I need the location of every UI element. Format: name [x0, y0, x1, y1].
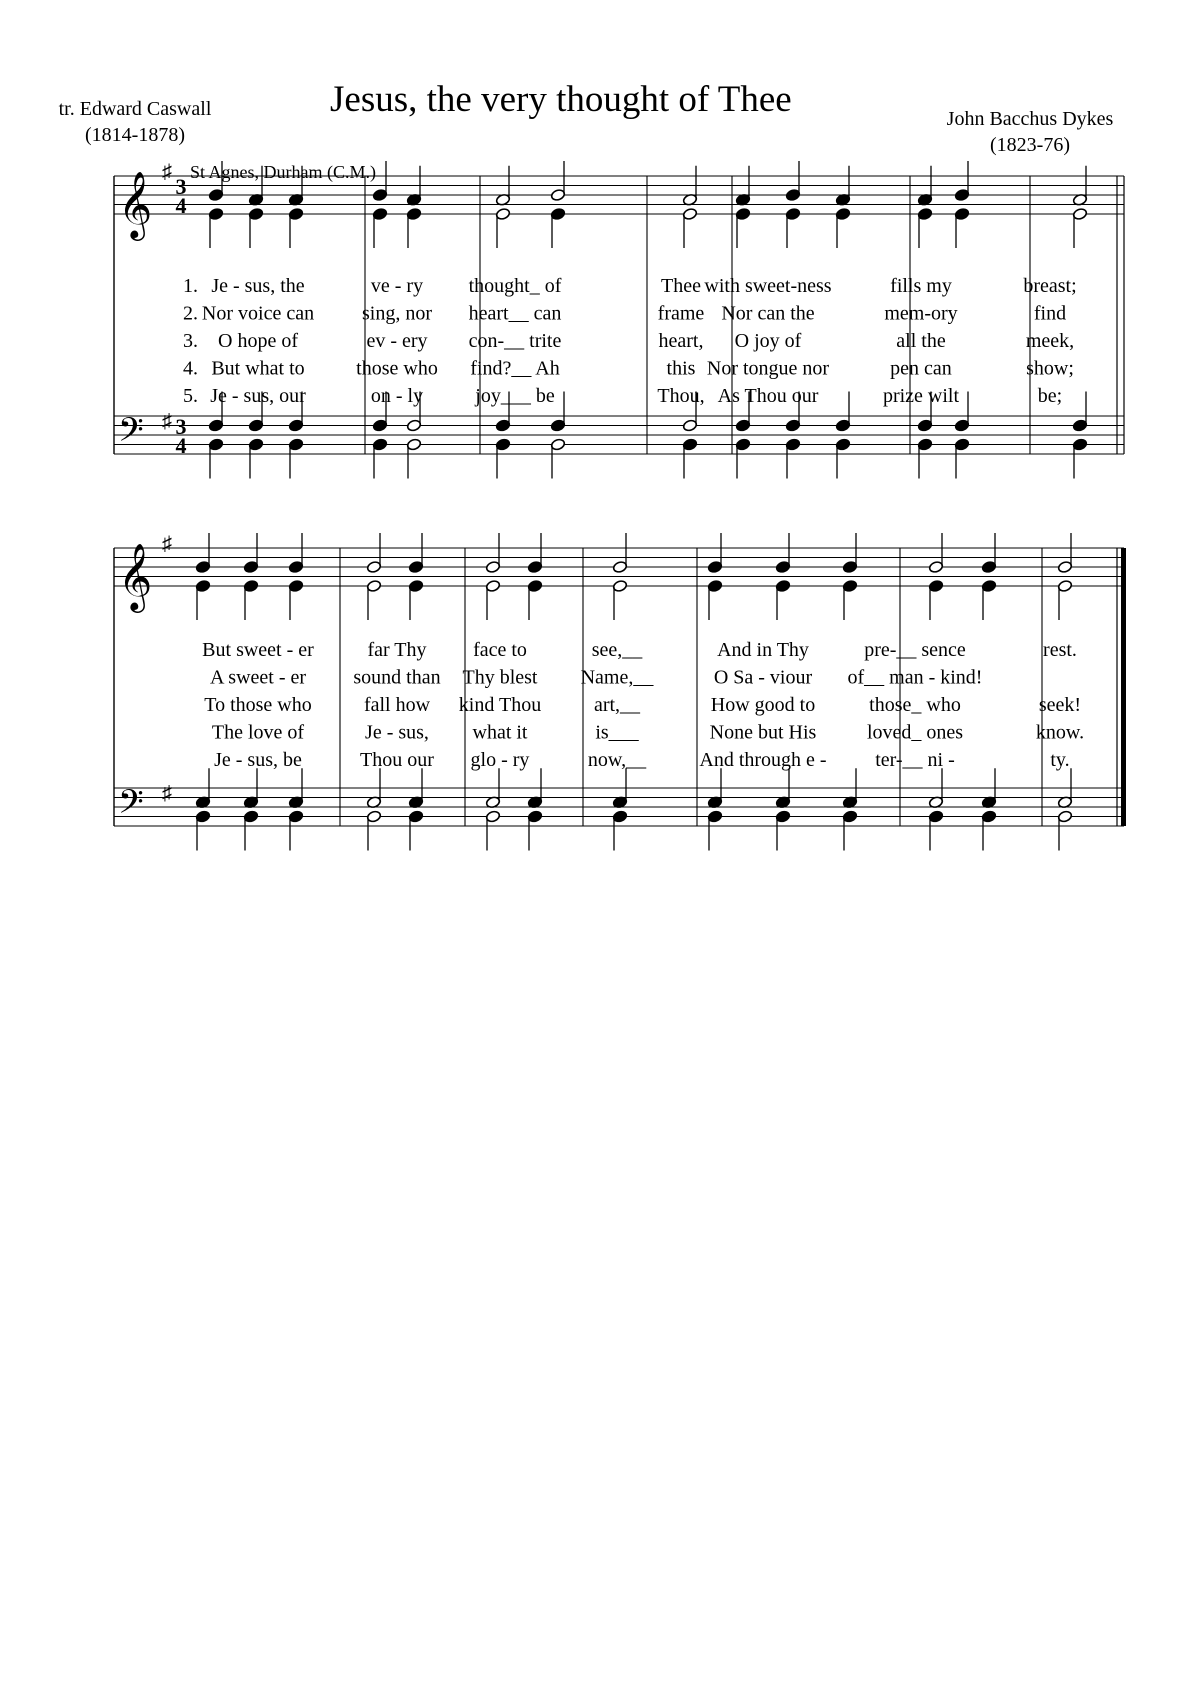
lyric-syllable: Nor voice can	[201, 302, 315, 325]
lyric-syllable: heart,	[658, 330, 704, 352]
lyric-syllable: this	[666, 357, 696, 380]
lyric-syllable: heart__ can	[468, 302, 562, 325]
lyric-syllable: sing, nor	[362, 302, 432, 325]
lyric-syllable: Thou our	[360, 749, 434, 771]
lyric-syllable: all the	[896, 330, 946, 352]
lyric-syllable: meek,	[1025, 330, 1075, 352]
lyric-syllable: O hope of	[218, 330, 298, 352]
bass-1-bass-clef-icon: 𝄢	[118, 411, 144, 457]
lyric-syllable: Je - sus, be	[214, 749, 302, 771]
lyric-syllable: seek!	[1038, 694, 1082, 716]
lyric-syllable: is___	[595, 721, 639, 744]
treble-1-treble-clef-icon: 𝄞	[118, 172, 153, 237]
lyric-syllable: Thy blest	[462, 666, 538, 689]
lyric-syllable: As Thou our	[717, 385, 819, 407]
lyric-syllable: O joy of	[734, 330, 802, 352]
lyric-syllable: 2.	[183, 302, 198, 325]
lyric-syllable: loved_ ones	[866, 721, 964, 744]
author-name: tr. Edward Caswall	[58, 98, 212, 120]
lyric-syllable: show;	[1026, 357, 1074, 380]
bass-1-time-den: 4	[175, 433, 187, 458]
lyric-syllable: Nor can the	[721, 302, 815, 325]
lyric-syllable: Name,__	[580, 666, 654, 689]
lyric-syllable: To those who	[204, 694, 312, 716]
lyric-syllable: But what to	[211, 357, 305, 380]
lyric-syllable: Nor tongue nor	[706, 357, 830, 380]
lyric-syllable: rest.	[1043, 639, 1077, 661]
lyric-syllable: None but His	[709, 721, 817, 744]
lyric-syllable: But sweet - er	[202, 639, 314, 661]
treble-1-time-den: 4	[175, 193, 187, 218]
lyric-syllable: with sweet-ness	[704, 275, 832, 297]
bass-1-key-sharp-icon: ♯	[162, 410, 172, 433]
lyric-syllable: frame	[657, 302, 705, 325]
treble-2-treble-clef-icon: 𝄞	[118, 544, 153, 609]
system-2-final-barline	[1121, 548, 1126, 826]
lyric-syllable: face to	[473, 639, 527, 661]
lyric-syllable: those who	[356, 357, 438, 380]
lyric-syllable: art,__	[593, 694, 641, 716]
lyric-syllable: fills my	[890, 275, 952, 297]
hymn-title: Jesus, the very thought of Thee	[330, 79, 792, 120]
tune-name: St Agnes, Durham (C.M.)	[190, 162, 376, 182]
lyric-syllable: far Thy	[367, 639, 427, 661]
lyric-syllable: breast;	[1023, 275, 1077, 297]
lyric-syllable: Je - sus, the	[211, 275, 305, 297]
bass-2-bass-clef-icon: 𝄢	[118, 783, 144, 829]
composer-dates: (1823-76)	[990, 134, 1070, 156]
composer-name: John Bacchus Dykes	[946, 108, 1114, 130]
lyric-syllable: sound than	[353, 666, 441, 689]
lyric-syllable: ev - ery	[366, 330, 428, 352]
lyric-syllable: on - ly	[370, 385, 424, 407]
lyric-syllable: ve - ry	[370, 275, 424, 297]
lyric-syllable: con-__ trite	[468, 330, 562, 352]
lyric-syllable: kind Thou	[458, 694, 542, 716]
lyric-syllable: see,__	[591, 639, 643, 661]
bass-1-time-num: 3	[175, 414, 187, 439]
lyric-syllable: ter-__ ni -	[875, 749, 955, 771]
lyric-syllable: The love of	[211, 721, 305, 744]
bass-2-key-sharp-icon: ♯	[162, 782, 172, 805]
lyric-syllable: Je - sus, our	[210, 385, 306, 407]
lyric-syllable: mem-ory	[884, 302, 958, 325]
lyric-syllable: those_ who	[869, 694, 961, 716]
lyric-syllable: what it	[472, 721, 528, 744]
lyric-syllable: ty.	[1050, 749, 1070, 771]
lyric-syllable: And in Thy	[717, 639, 809, 661]
lyric-syllable: 3.	[183, 330, 198, 352]
treble-2-key-sharp-icon: ♯	[162, 533, 172, 555]
lyric-syllable: And through e -	[699, 749, 827, 771]
lyric-syllable: Thee	[661, 275, 701, 297]
lyric-syllable: 5.	[183, 385, 198, 407]
treble-1-key-sharp-icon: ♯	[162, 161, 172, 183]
lyric-syllable: Thou,	[657, 385, 705, 407]
lyric-syllable: O Sa - viour	[713, 666, 813, 689]
lyric-syllable: fall how	[363, 694, 431, 716]
lyric-syllable: of__ man - kind!	[847, 666, 983, 689]
lyric-syllable: pen can	[890, 357, 952, 380]
treble-1-time-num: 3	[175, 174, 187, 199]
lyric-syllable: find?__ Ah	[470, 357, 560, 380]
lyric-syllable: 1.	[183, 275, 198, 297]
lyric-syllable: know.	[1035, 721, 1085, 744]
lyric-syllable: A sweet - er	[209, 666, 307, 689]
lyric-syllable: How good to	[710, 694, 816, 716]
lyric-syllable: 4.	[183, 357, 198, 380]
lyric-syllable: Je - sus,	[365, 721, 429, 744]
lyric-syllable: find	[1033, 302, 1067, 325]
lyric-syllable: prize wilt	[882, 385, 960, 407]
lyric-syllable: glo - ry	[470, 749, 530, 771]
lyric-syllable: now,__	[587, 749, 647, 771]
lyric-syllable: be;	[1037, 385, 1063, 407]
lyric-syllable: pre-__ sence	[864, 639, 966, 661]
lyric-syllable: joy___ be	[475, 385, 555, 407]
author-dates: (1814-1878)	[85, 124, 185, 146]
lyric-syllable: thought_ of	[468, 275, 562, 297]
